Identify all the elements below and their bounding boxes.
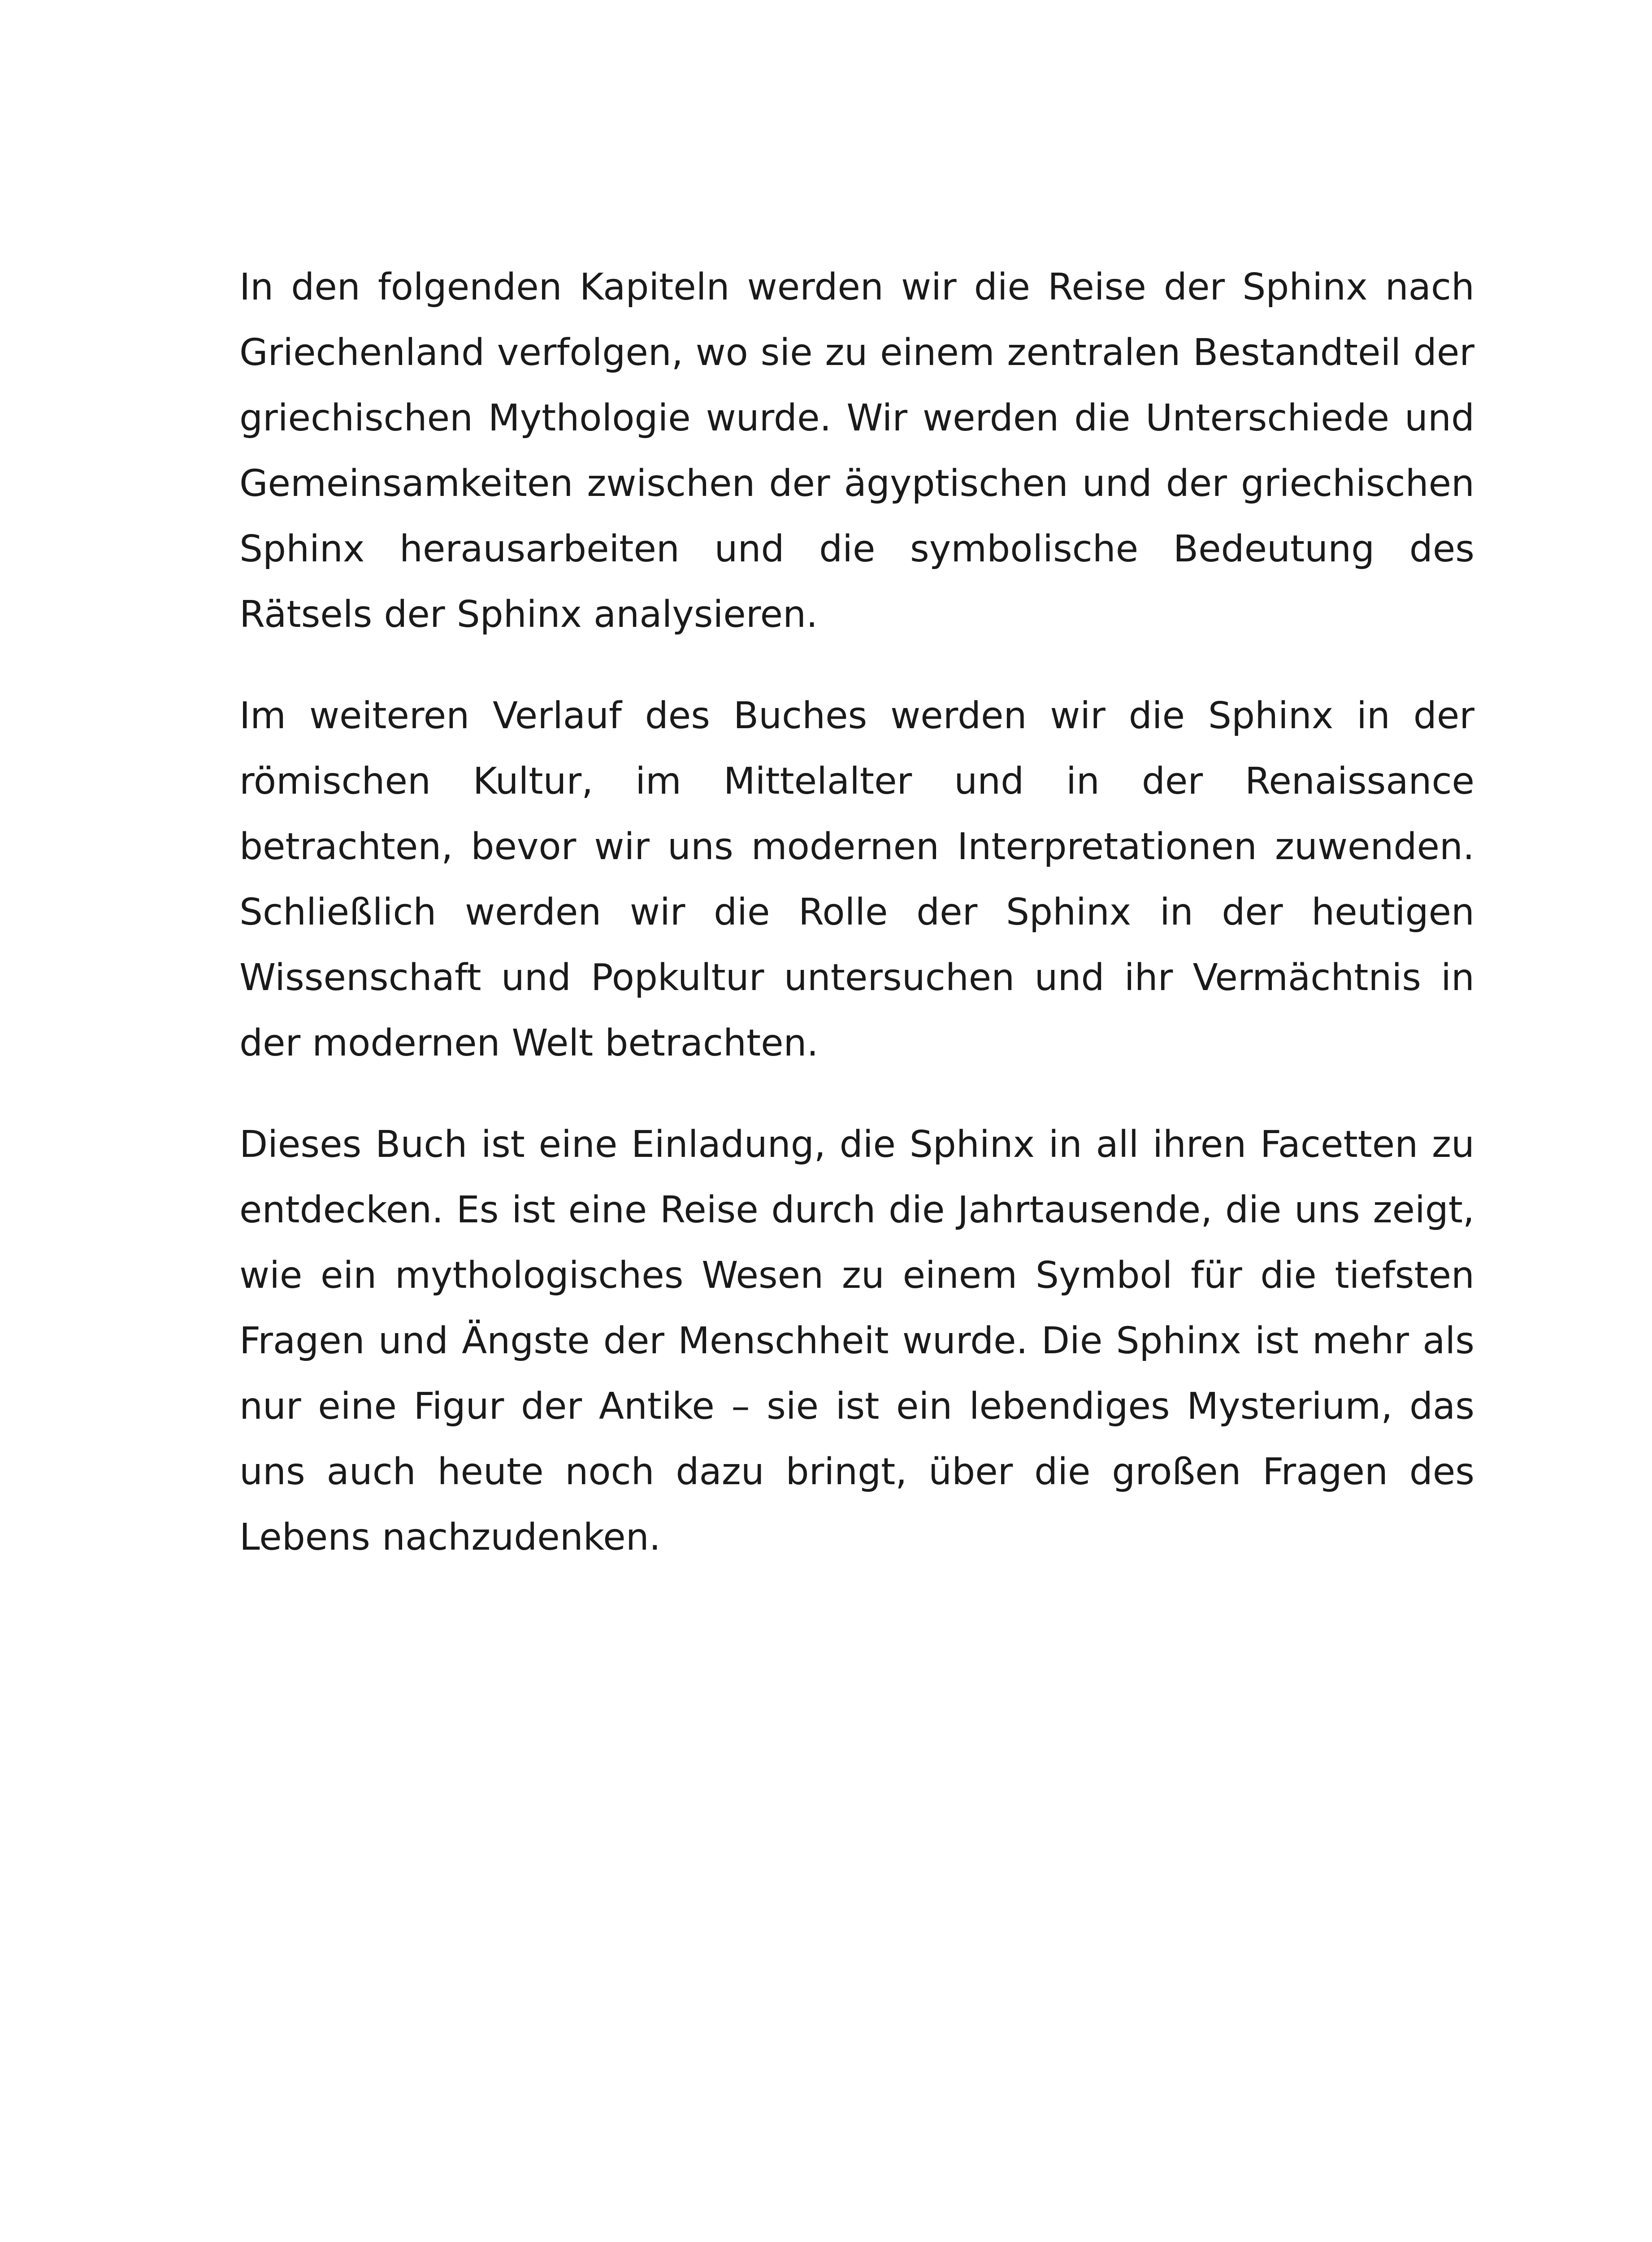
- paragraph-3: Dieses Buch ist eine Einladung, die Sphinx in all ihren Facetten zu entdecken. Es ist eine Reise durch die Jahrtausende, die uns zeigt, wie ein mythologisches Wesen zu einem Symbol für die tiefsten Fragen und Ängste der Menschheit wurde. Die Sphinx ist mehr als nur eine Figur der Antike – sie ist ein lebendiges Mysterium, das uns auch heute noch dazu bringt, über die großen Fragen des Lebens nachzudenken.: [239, 1123, 1474, 1559]
- body-text: [239, 255, 1474, 1570]
- paragraph-1: In den folgenden Kapiteln werden wir die Reise der Sphinx nach Griechenland verfolgen, wo sie zu einem zentralen Bestandteil der griechischen Mythologie wurde. Wir werden die Unterschiede und Gemeinsamkeiten zwischen der ägyptischen und der griechischen Sphinx herausarbeiten und die symbolische Bedeutung des Rätsels der Sphinx analysieren.: [239, 266, 1474, 636]
- paragraph-2: Im weiteren Verlauf des Buches werden wir die Sphinx in der römischen Kultur, im Mittelalter und in der Renaissance betrachten, bevor wir uns modernen Interpretationen zuwenden. Schließlich werden wir die Rolle der Sphinx in der heutigen Wissenschaft und Popkultur untersuchen und ihr Vermächtnis in der modernen Welt betrachten.: [239, 695, 1474, 1065]
